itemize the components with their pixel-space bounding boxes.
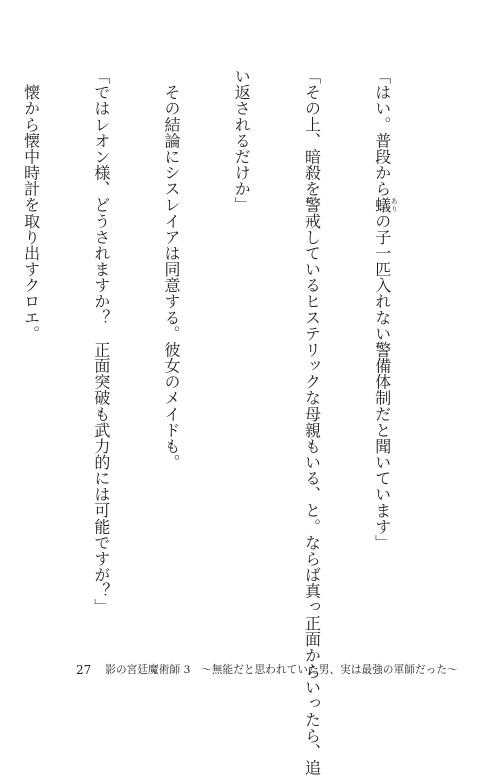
page-number: 27 [76, 663, 92, 677]
text-line-4: その結論にシスレイアは同意する。彼女のメイドも。 [162, 68, 182, 470]
ruby-ari: 蟻あり [372, 196, 399, 213]
ruby-ari-reading: あり [390, 196, 399, 213]
text-line-1 [370, 68, 398, 628]
page-footer [76, 662, 456, 678]
text-line-6: 懐から懐中時計を取り出すクロエ。 [21, 68, 41, 342]
text-line-3: い返されるだけか」 [232, 68, 252, 213]
text-line-2: 「その上、暗殺を警戒しているヒステリックな母親もいる、と。ならば真っ正面からいったら、追 [302, 68, 322, 776]
text-line-5: 「ではレオン様、どうされますか？ 正面突破も武力的には可能ですが？」 [91, 68, 111, 615]
text-line-1-content: 「はい。普段から蟻ありの子一匹入れない警備体制だと聞いています」 [372, 68, 399, 551]
running-head: 影の宮廷魔術師 3 〜無能だと思われていた男、実は最強の軍師だった〜 [105, 664, 458, 676]
